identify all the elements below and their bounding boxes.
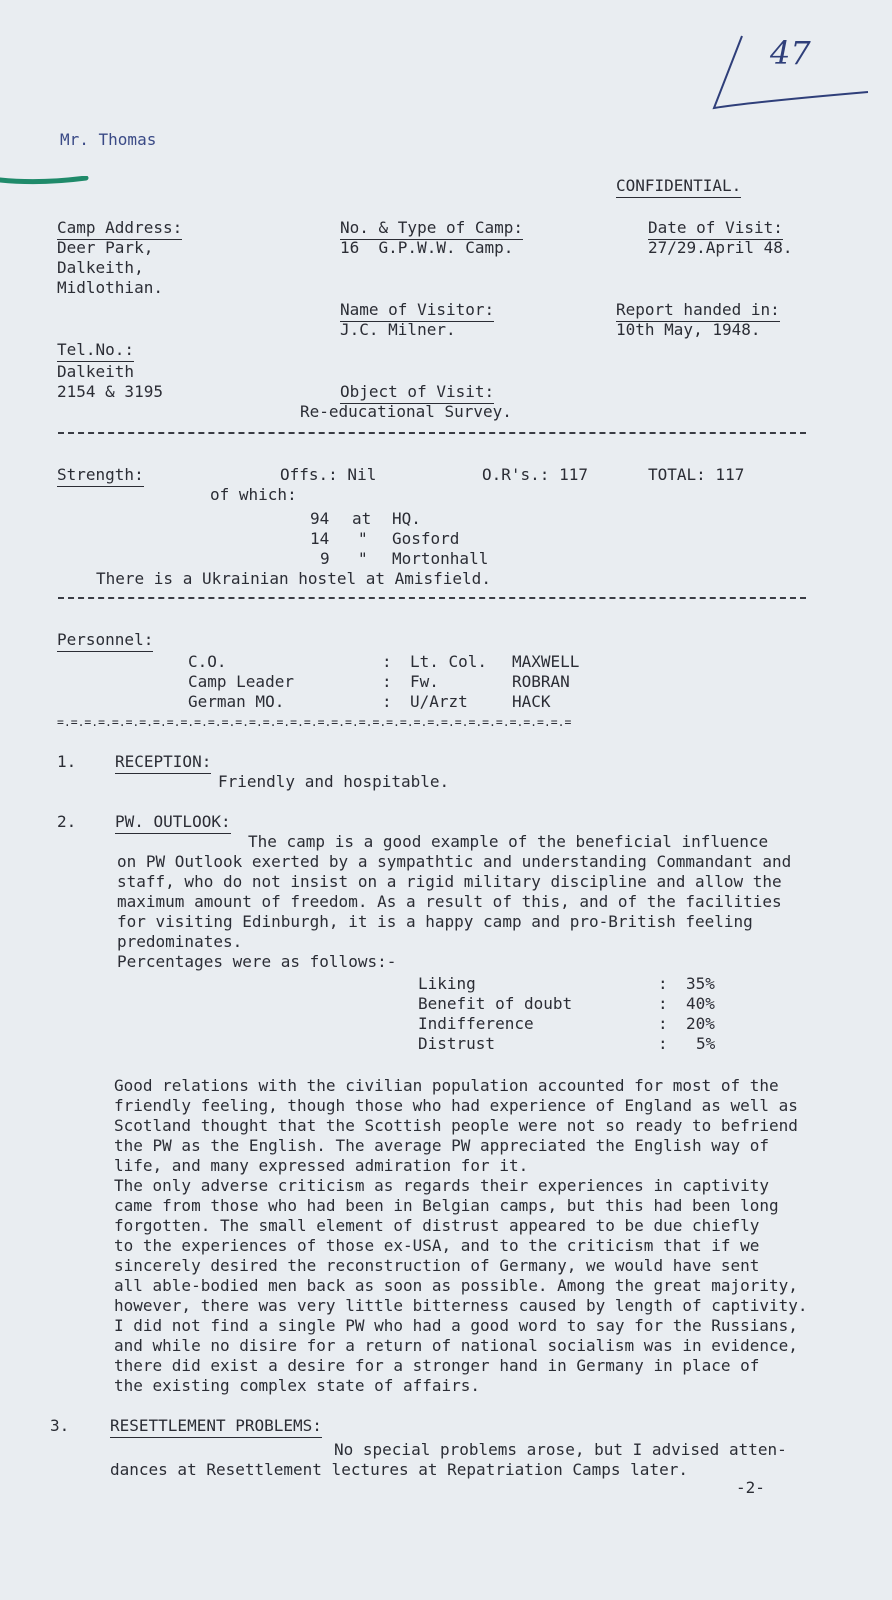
personnel-label: Personnel: bbox=[57, 630, 153, 652]
paragraph-line: on PW Outlook exerted by a sympathtic and understanding Commandant and bbox=[117, 852, 792, 871]
camp-address-line: Midlothian. bbox=[57, 278, 163, 297]
visit-date-label: Date of Visit: bbox=[648, 218, 783, 240]
strength-total: TOTAL: 117 bbox=[648, 465, 745, 484]
percentage-label: Distrust bbox=[418, 1034, 496, 1053]
page-marker: -2- bbox=[736, 1478, 765, 1497]
tel-line: Dalkeith bbox=[57, 362, 135, 381]
section-number: 2. bbox=[57, 812, 77, 831]
percentage-label: Liking bbox=[418, 974, 476, 993]
camp-type-label: No. & Type of Camp: bbox=[340, 218, 523, 240]
outlook-heading: PW. OUTLOOK: bbox=[115, 812, 231, 834]
personnel-role: Camp Leader bbox=[188, 672, 294, 691]
section-number: 3. bbox=[50, 1416, 70, 1435]
personnel-name: HACK bbox=[512, 692, 551, 711]
addressee: Mr. Thomas bbox=[60, 130, 157, 149]
tel-line: 2154 & 3195 bbox=[57, 382, 163, 401]
section-number: 1. bbox=[57, 752, 77, 771]
paragraph-line: Scotland thought that the Scottish people were not so ready to befriend bbox=[114, 1116, 798, 1135]
personnel-colon: : bbox=[382, 652, 392, 671]
percentage-colon: : bbox=[658, 974, 668, 993]
paragraph-line: the PW as the English. The average PW appreciated the English way of bbox=[114, 1136, 770, 1155]
paragraph-line: sincerely desired the reconstruction of Germany, we would have sent bbox=[114, 1256, 760, 1275]
percentage-value: 35% bbox=[686, 974, 715, 993]
paragraph-line: friendly feeling, though those who had experience of England as well as bbox=[114, 1096, 798, 1115]
strength-place: Gosford bbox=[392, 529, 460, 548]
percentage-value: 40% bbox=[686, 994, 715, 1013]
green-string-tag bbox=[0, 176, 90, 186]
percentage-label: Indifference bbox=[418, 1014, 534, 1033]
strength-note: There is a Ukrainian hostel at Amisfield. bbox=[96, 569, 491, 588]
visitor-value: J.C. Milner. bbox=[340, 320, 456, 339]
paragraph-line: for visiting Edinburgh, it is a happy camp and pro-British feeling bbox=[117, 912, 753, 931]
paragraph-line: all able-bodied men back as soon as possible. Among the great majority, bbox=[114, 1276, 798, 1295]
paragraph-line: No special problems arose, but I advised atten- bbox=[334, 1440, 787, 1459]
paragraph-line: staff, who do not insist on a rigid military discipline and allow the bbox=[117, 872, 782, 891]
strength-place: HQ. bbox=[392, 509, 421, 528]
personnel-role: C.O. bbox=[188, 652, 227, 671]
report-date-label: Report handed in: bbox=[616, 300, 780, 322]
camp-type-value: 16 G.P.W.W. Camp. bbox=[340, 238, 514, 257]
personnel-rank: Lt. Col. bbox=[410, 652, 488, 671]
paragraph-line: The camp is a good example of the beneficial influence bbox=[248, 832, 769, 851]
strength-count: 14 bbox=[310, 529, 330, 548]
dashed-divider bbox=[58, 597, 806, 599]
percentage-value: 20% bbox=[686, 1014, 715, 1033]
dashed-divider bbox=[58, 432, 806, 434]
strength-place: Mortonhall bbox=[392, 549, 489, 568]
camp-address-label: Camp Address: bbox=[57, 218, 182, 240]
folio-pen-mark bbox=[712, 30, 872, 116]
paragraph-line: the existing complex state of affairs. bbox=[114, 1376, 481, 1395]
strength-officers: Offs.: Nil bbox=[280, 465, 377, 484]
camp-address-line: Deer Park, bbox=[57, 238, 154, 257]
camp-address-line: Dalkeith, bbox=[57, 258, 144, 277]
strength-count: 9 bbox=[320, 549, 330, 568]
paragraph-line: and while no disire for a return of national socialism was in evidence, bbox=[114, 1336, 798, 1355]
paragraph-line: maximum amount of freedom. As a result of this, and of the facilities bbox=[117, 892, 782, 911]
strength-other-ranks: O.R's.: 117 bbox=[482, 465, 588, 484]
paragraph-line: I did not find a single PW who had a good word to say for the Russians, bbox=[114, 1316, 798, 1335]
reception-text: Friendly and hospitable. bbox=[218, 772, 450, 791]
object-label: Object of Visit: bbox=[340, 382, 494, 404]
strength-label: Strength: bbox=[57, 465, 144, 487]
personnel-name: MAXWELL bbox=[512, 652, 580, 671]
paragraph-line: predominates. bbox=[117, 932, 243, 951]
folio-number: 47 bbox=[770, 34, 811, 72]
personnel-colon: : bbox=[382, 692, 392, 711]
strength-mark: at bbox=[352, 509, 372, 528]
tel-label: Tel.No.: bbox=[57, 340, 134, 362]
paragraph-line: to the experiences of those ex-USA, and to the criticism that if we bbox=[114, 1236, 760, 1255]
paragraph-line: came from those who had been in Belgian camps, but this had been long bbox=[114, 1196, 779, 1215]
strength-of-which: of which: bbox=[210, 485, 297, 504]
paragraph-line: The only adverse criticism as regards their experiences in captivity bbox=[114, 1176, 770, 1195]
paragraph-line: however, there was very little bitterness caused by length of captivity. bbox=[114, 1296, 808, 1315]
paragraph-line: forgotten. The small element of distrust appeared to be due chiefly bbox=[114, 1216, 760, 1235]
classification-label: CONFIDENTIAL. bbox=[616, 176, 741, 198]
percentages-intro: Percentages were as follows:- bbox=[117, 952, 397, 971]
percentage-colon: : bbox=[658, 1034, 668, 1053]
visit-date-value: 27/29.April 48. bbox=[648, 238, 793, 257]
personnel-colon: : bbox=[382, 672, 392, 691]
strength-count: 94 bbox=[310, 509, 330, 528]
personnel-role: German MO. bbox=[188, 692, 285, 711]
percentage-label: Benefit of doubt bbox=[418, 994, 573, 1013]
strength-mark: " bbox=[358, 549, 368, 568]
percentage-colon: : bbox=[658, 994, 668, 1013]
object-value: Re-educational Survey. bbox=[300, 402, 512, 421]
report-date-value: 10th May, 1948. bbox=[616, 320, 761, 339]
personnel-name: ROBRAN bbox=[512, 672, 570, 691]
visitor-label: Name of Visitor: bbox=[340, 300, 494, 322]
percentage-colon: : bbox=[658, 1014, 668, 1033]
paragraph-line: dances at Resettlement lectures at Repatriation Camps later. bbox=[110, 1460, 688, 1479]
strength-mark: " bbox=[358, 529, 368, 548]
personnel-rank: Fw. bbox=[410, 672, 439, 691]
resettlement-heading: RESETTLEMENT PROBLEMS: bbox=[110, 1416, 322, 1438]
equals-separator: =.=.=.=.=.=.=.=.=.=.=.=.=.=.=.=.=.=.=.=.=.=.=.=.=.=.=.=.=.=.=.=.=.=.=.=.=.= bbox=[57, 715, 572, 729]
paragraph-line: Good relations with the civilian population accounted for most of the bbox=[114, 1076, 779, 1095]
paragraph-line: life, and many expressed admiration for it. bbox=[114, 1156, 529, 1175]
personnel-rank: U/Arzt bbox=[410, 692, 468, 711]
reception-heading: RECEPTION: bbox=[115, 752, 211, 774]
percentage-value: 5% bbox=[696, 1034, 716, 1053]
paragraph-line: there did exist a desire for a stronger hand in Germany in place of bbox=[114, 1356, 760, 1375]
